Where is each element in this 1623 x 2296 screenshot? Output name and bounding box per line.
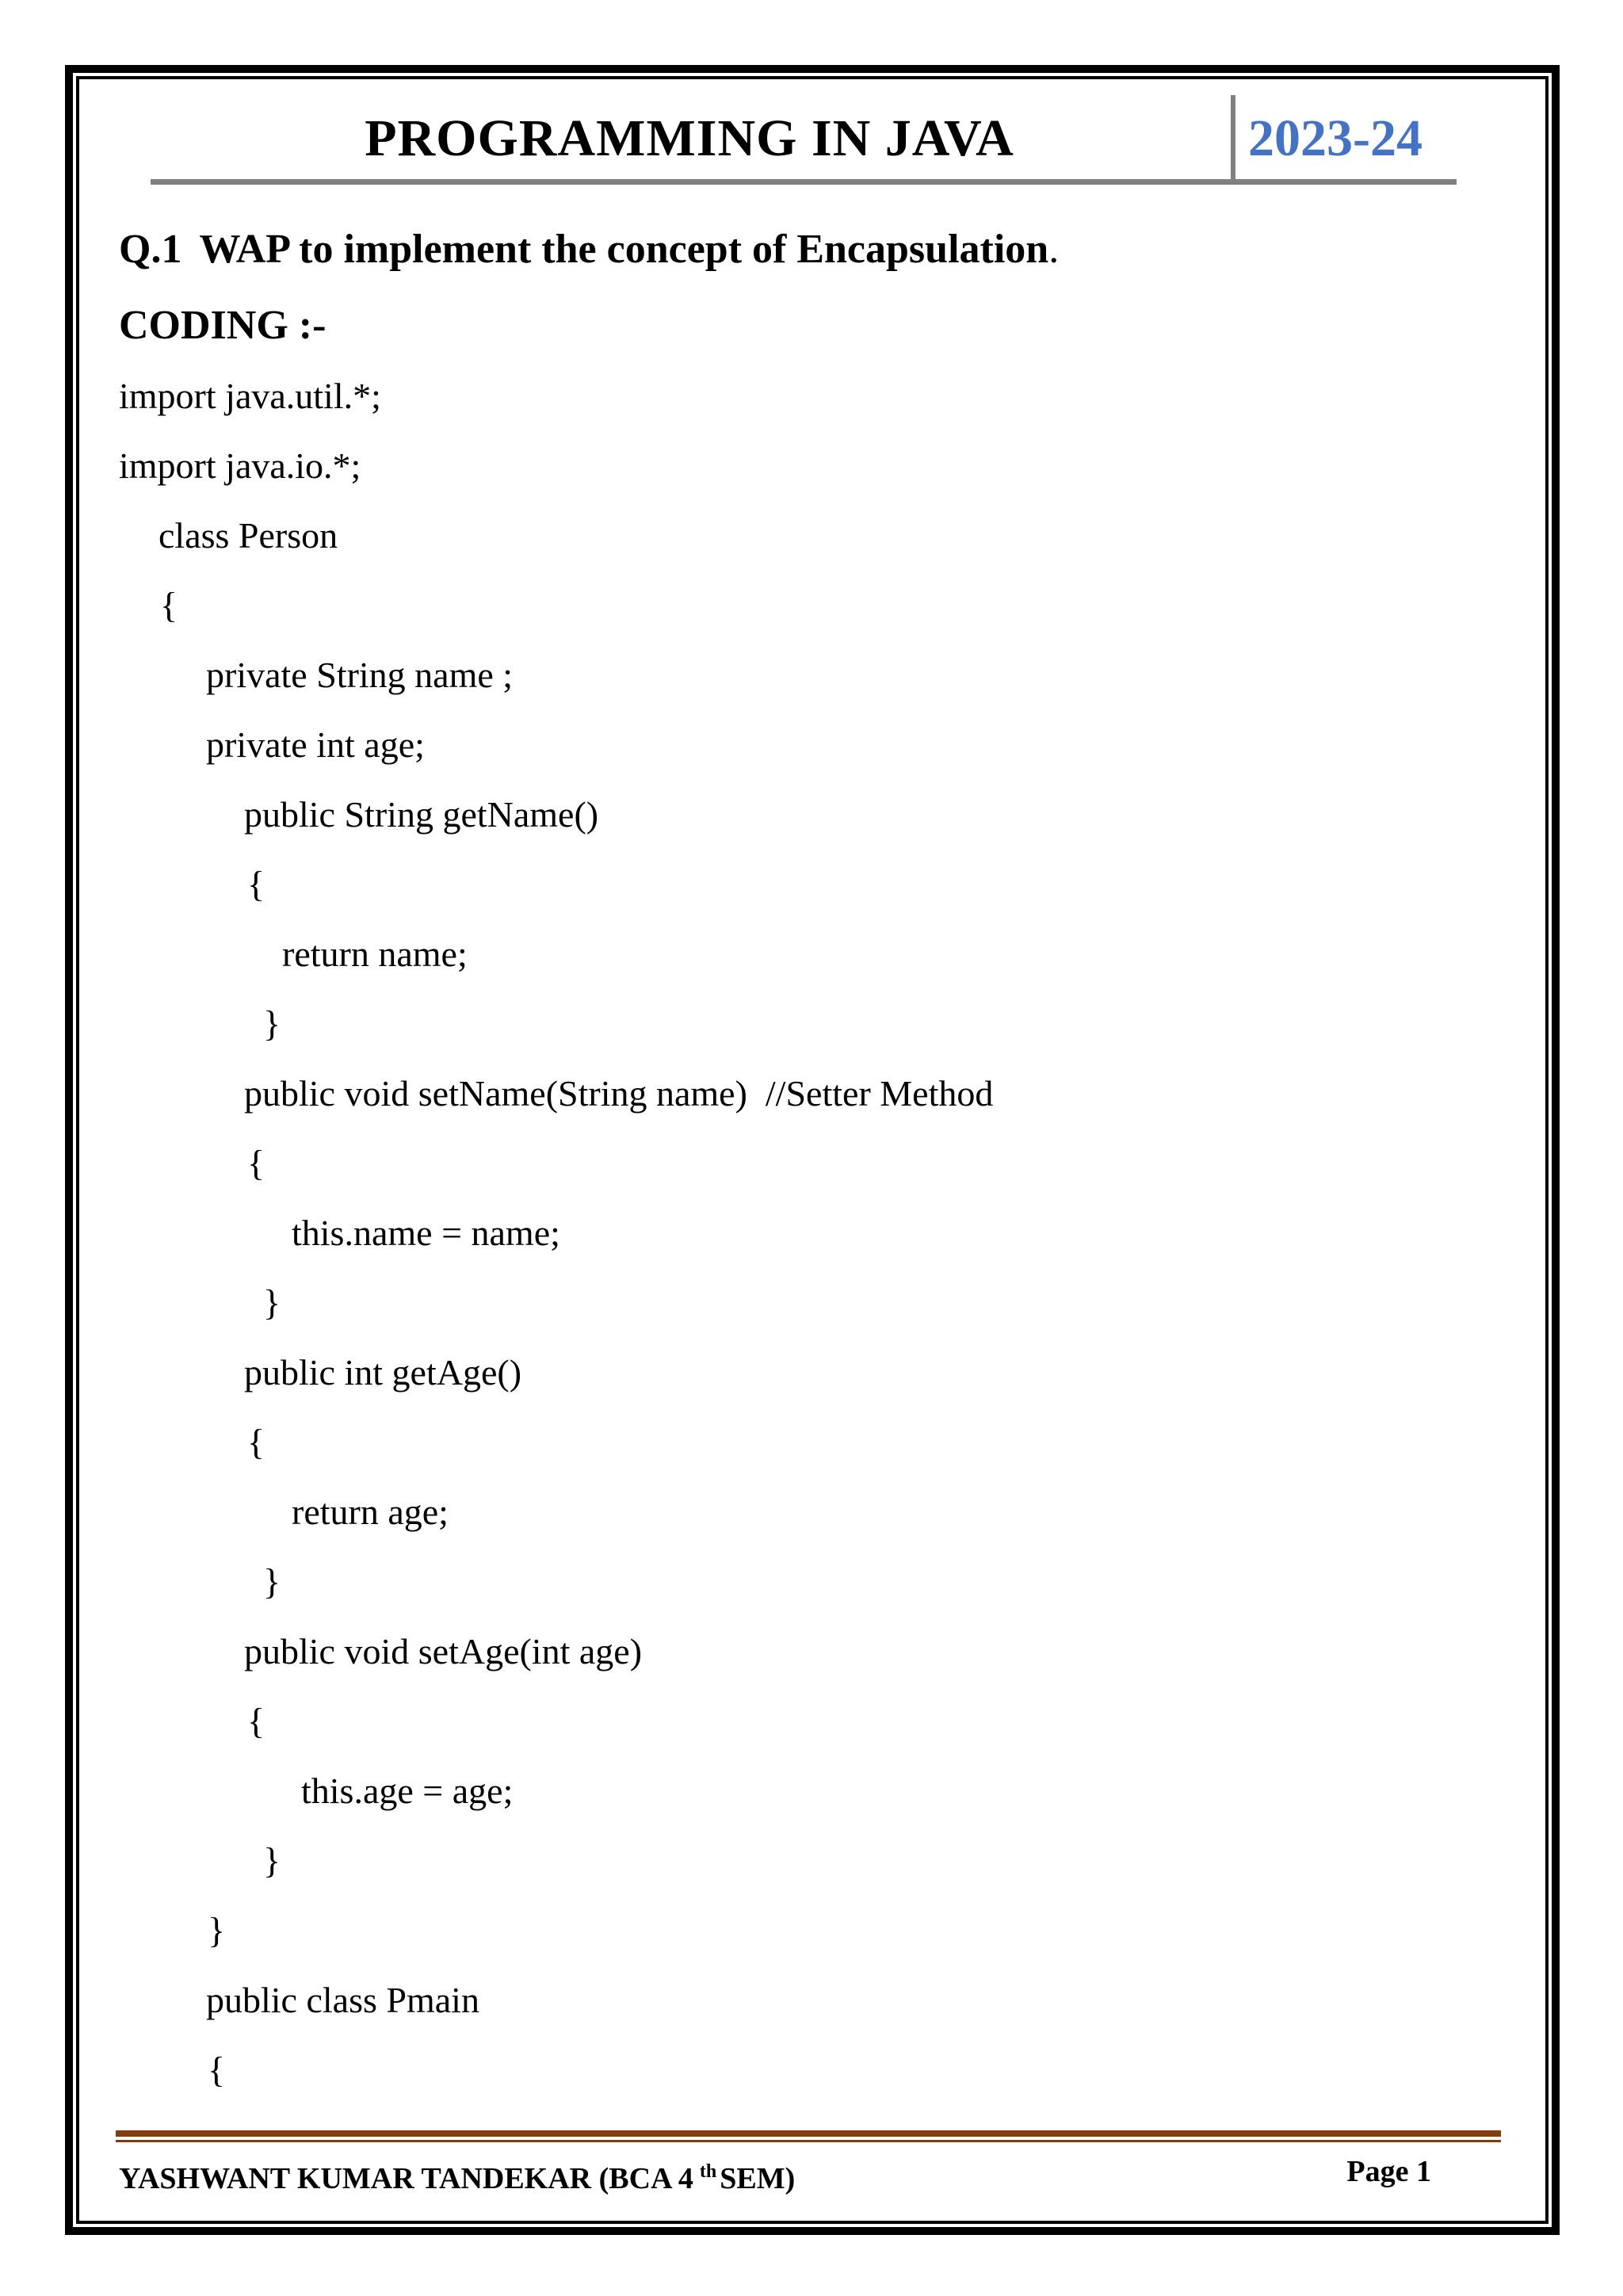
code-line: private String name ; (206, 655, 514, 695)
question-heading (119, 222, 1059, 277)
code-line: public int getAge() (244, 1352, 522, 1392)
footer-rule (116, 2130, 1501, 2137)
code-line: { (247, 1422, 265, 1462)
header-rule (151, 179, 1457, 185)
footer-author (119, 2149, 795, 2201)
code-line: public void setAge(int age) (244, 1631, 643, 1671)
coding-label: CODING :- (119, 303, 327, 348)
question-text: WAP to implement the concept of Encapsulation (199, 227, 1049, 272)
footer-sem: SEM) (720, 2162, 796, 2195)
code-line: this.name = name; (292, 1213, 560, 1253)
header-divider (1231, 95, 1235, 184)
header-title: PROGRAMMING IN JAVA (365, 109, 1014, 167)
code-line: import java.util.*; (119, 376, 381, 416)
code-line: } (263, 1282, 281, 1323)
code-line: { (247, 1701, 265, 1741)
code-line: public class Pmain (206, 1980, 479, 2020)
code-line: { (160, 585, 178, 625)
code-line: } (263, 1003, 281, 1044)
code-line: import java.io.*; (119, 445, 361, 486)
code-line: return name; (282, 934, 468, 974)
page-number: Page 1 (1346, 2155, 1431, 2188)
code-line: } (208, 1910, 226, 1950)
code-line: } (263, 1840, 281, 1881)
code-line: private int age; (206, 724, 425, 765)
code-line: { (247, 864, 265, 904)
footer-rule-thin (116, 2140, 1501, 2142)
footer-author-name: YASHWANT KUMAR TANDEKAR (BCA 4 (119, 2162, 693, 2195)
question-period: . (1048, 227, 1060, 272)
code-line: return age; (292, 1492, 449, 1532)
code-line: { (247, 1143, 265, 1183)
code-line: public void setName(String name) //Setter Method (244, 1073, 994, 1114)
code-line: } (263, 1561, 281, 1602)
code-line: class Person (158, 515, 338, 556)
code-line: public String getName() (244, 794, 599, 835)
header-year: 2023-24 (1248, 109, 1423, 167)
footer-ordinal: th (699, 2161, 717, 2182)
code-line: { (208, 2050, 226, 2090)
code-line: this.age = age; (301, 1771, 514, 1811)
question-number: Q.1 (119, 227, 182, 272)
